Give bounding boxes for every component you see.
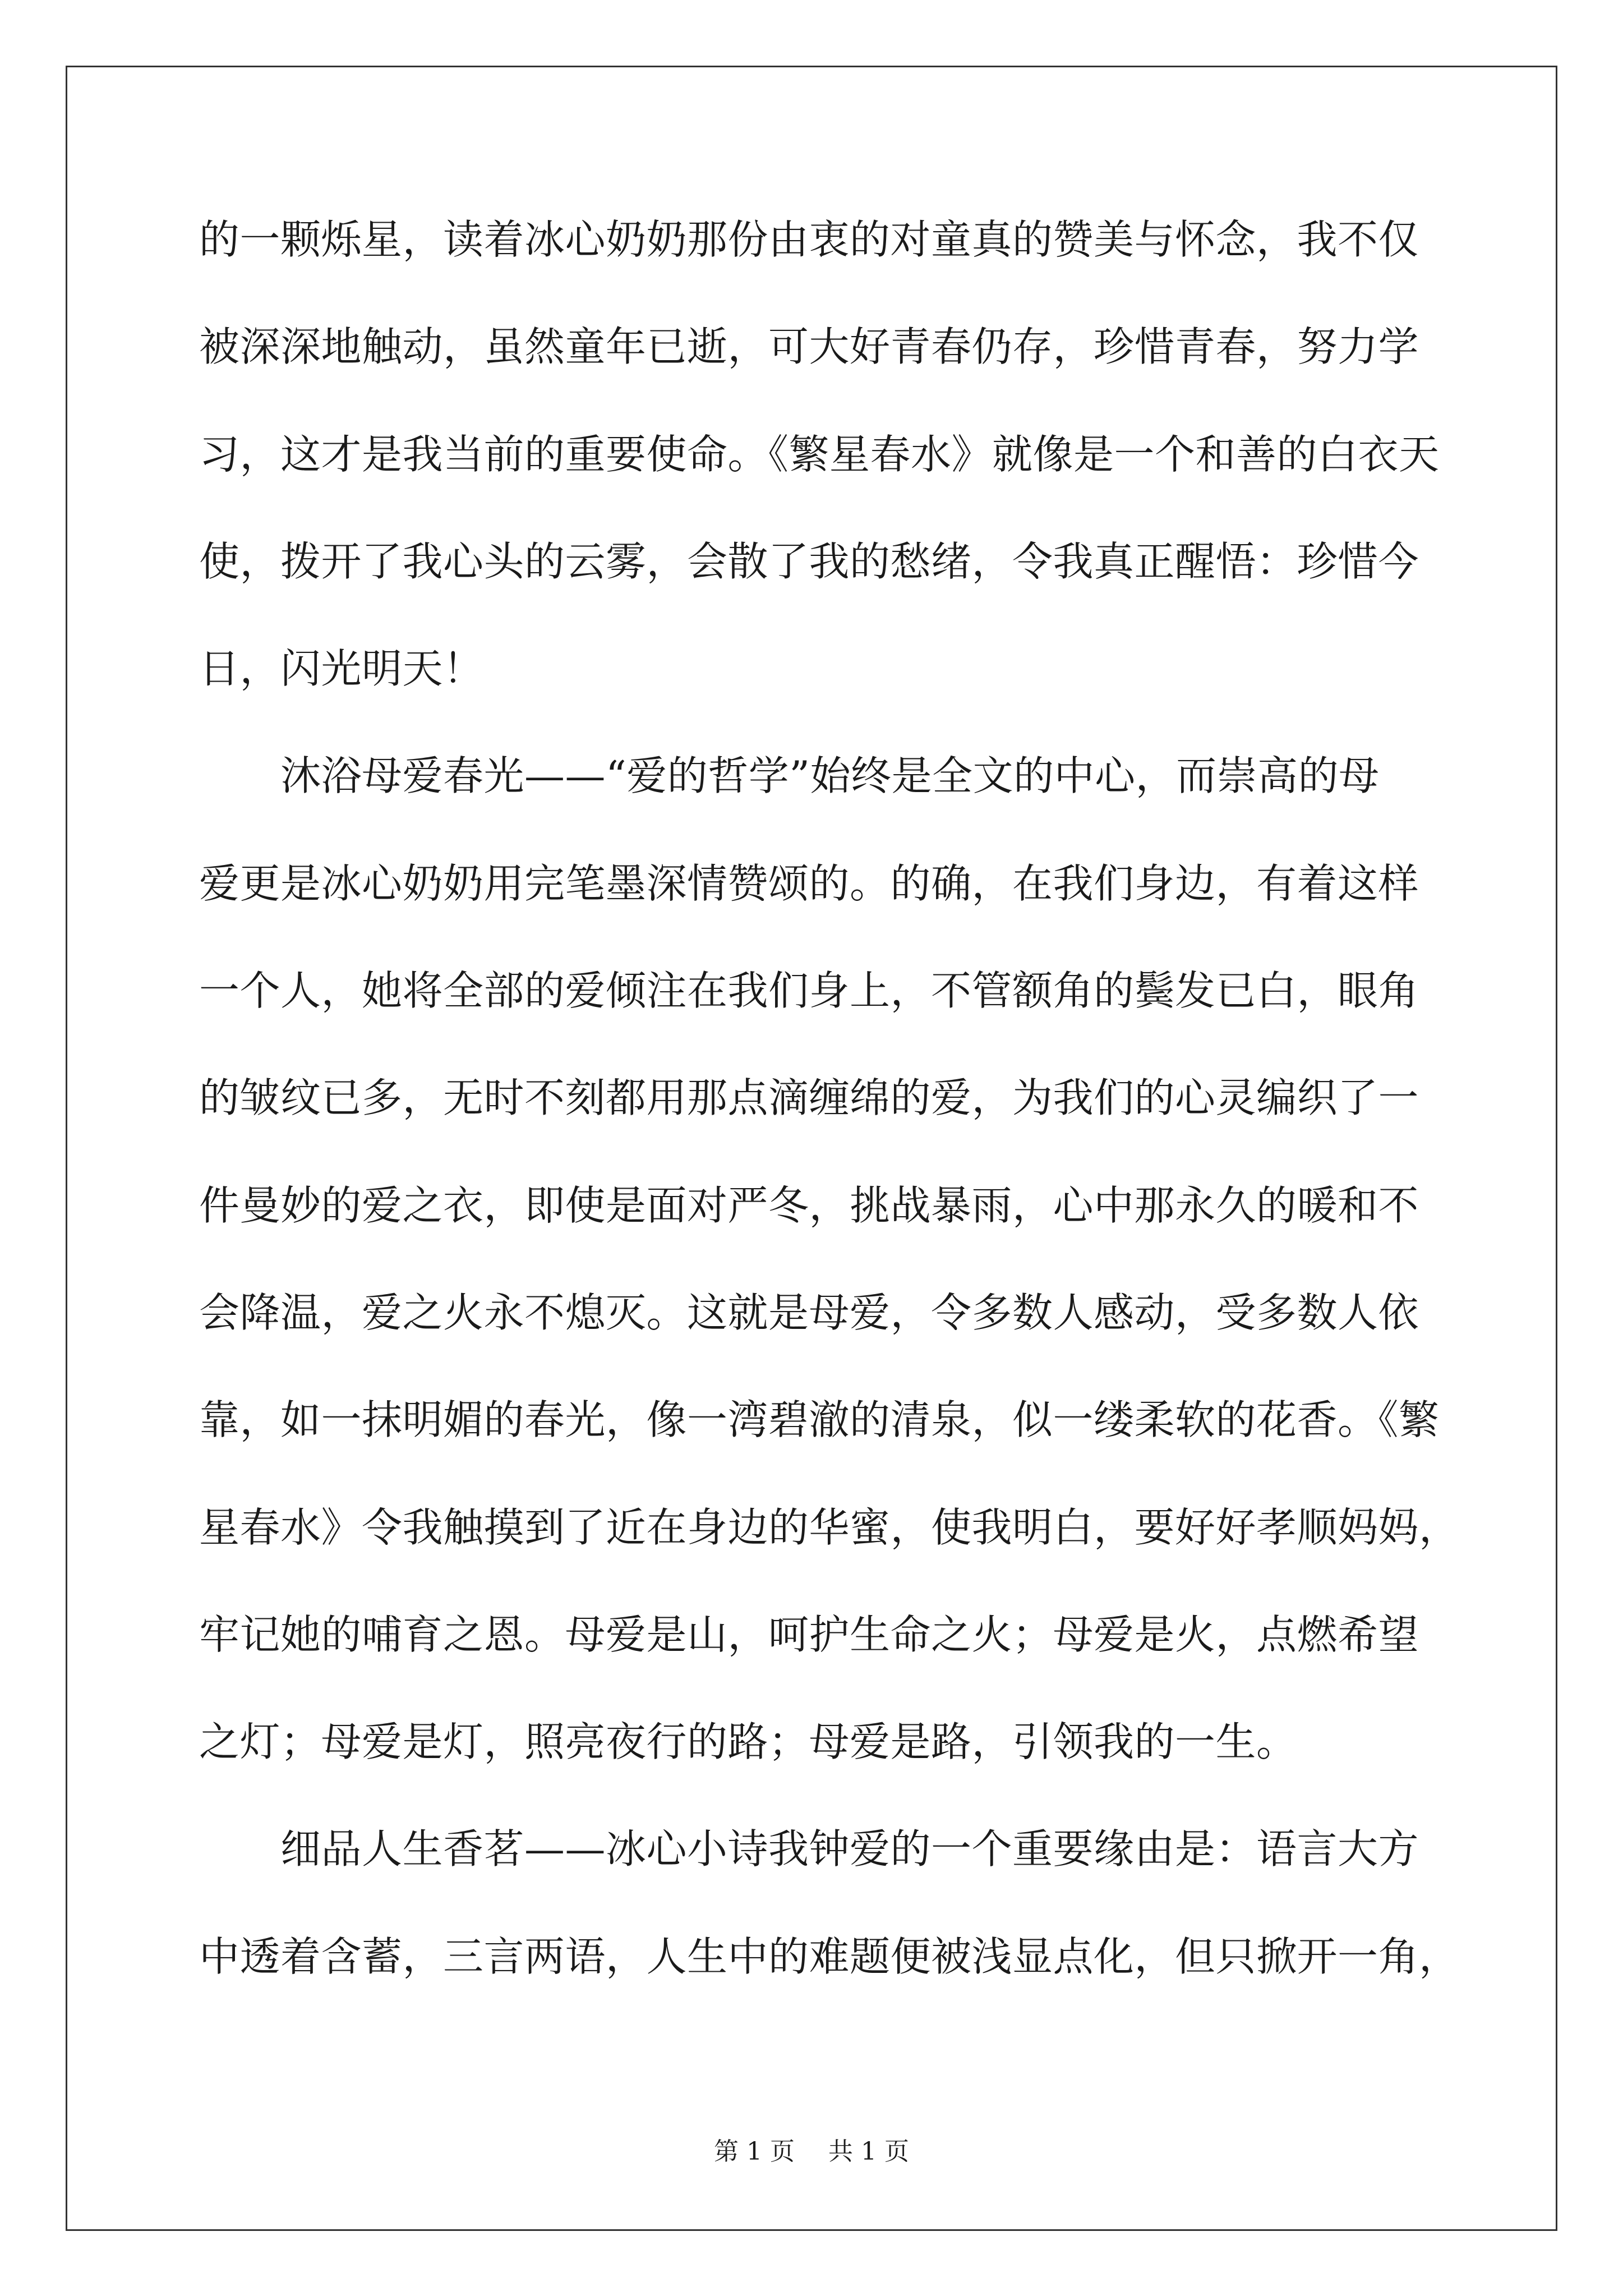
text-line: 会降温，爱之火永不熄灭。这就是母爱，令多数人感动，受多数人依 bbox=[199, 1289, 1419, 1336]
text-line: 靠，如一抹明媚的春光，像一湾碧澈的清泉，似一缕柔软的花香。《繁 bbox=[199, 1396, 1440, 1444]
text-line: 一个人，她将全部的爱倾注在我们身上，不管额角的鬓发已白，眼角 bbox=[199, 967, 1419, 1015]
text-line: 细品人生香茗——冰心小诗我钟爱的一个重要缘由是：语言大方 bbox=[280, 1825, 1419, 1873]
text-line: 沐浴母爱春光——“爱的哲学”始终是全文的中心，而崇高的母 bbox=[280, 752, 1380, 800]
text-line: 牢记她的哺育之恩。母爱是山，呵护生命之火；母爱是火，点燃希望 bbox=[199, 1611, 1419, 1658]
text-line: 件曼妙的爱之衣，即使是面对严冬，挑战暴雨，心中那永久的暖和不 bbox=[199, 1181, 1419, 1229]
text-line: 爱更是冰心奶奶用完笔墨深情赞颂的。的确，在我们身边，有着这样 bbox=[199, 859, 1419, 907]
text-line: 习，这才是我当前的重要使命。《繁星春水》就像是一个和善的白衣天 bbox=[199, 430, 1440, 478]
text-line: 的皱纹已多，无时不刻都用那点滴缠绵的爱，为我们的心灵编织了一 bbox=[199, 1074, 1419, 1122]
text-line: 的一颗烁星，读着冰心奶奶那份由衷的对童真的赞美与怀念，我不仅 bbox=[199, 216, 1419, 263]
text-line: 中透着含蓄，三言两语，人生中的难题便被浅显点化，但只掀开一角， bbox=[199, 1932, 1460, 1980]
text-line: 星春水》令我触摸到了近在身边的华蜜，使我明白，要好好孝顺妈妈， bbox=[199, 1503, 1460, 1551]
page-footer bbox=[0, 2136, 1623, 2168]
document-body bbox=[199, 206, 1460, 2030]
text-line: 之灯；母爱是灯，照亮夜行的路；母爱是路，引领我的一生。 bbox=[199, 1718, 1297, 1766]
page-total: 共 1 页 bbox=[828, 2137, 909, 2166]
page-number: 第 1 页 bbox=[714, 2137, 795, 2166]
text-line: 使，拨开了我心头的云雾，会散了我的愁绪，令我真正醒悟：珍惜今 bbox=[199, 537, 1419, 585]
text-line: 日，闪光明天！ bbox=[199, 645, 484, 693]
text-line: 被深深地触动，虽然童年已逝，可大好青春仍存，珍惜青春，努力学 bbox=[199, 323, 1419, 371]
